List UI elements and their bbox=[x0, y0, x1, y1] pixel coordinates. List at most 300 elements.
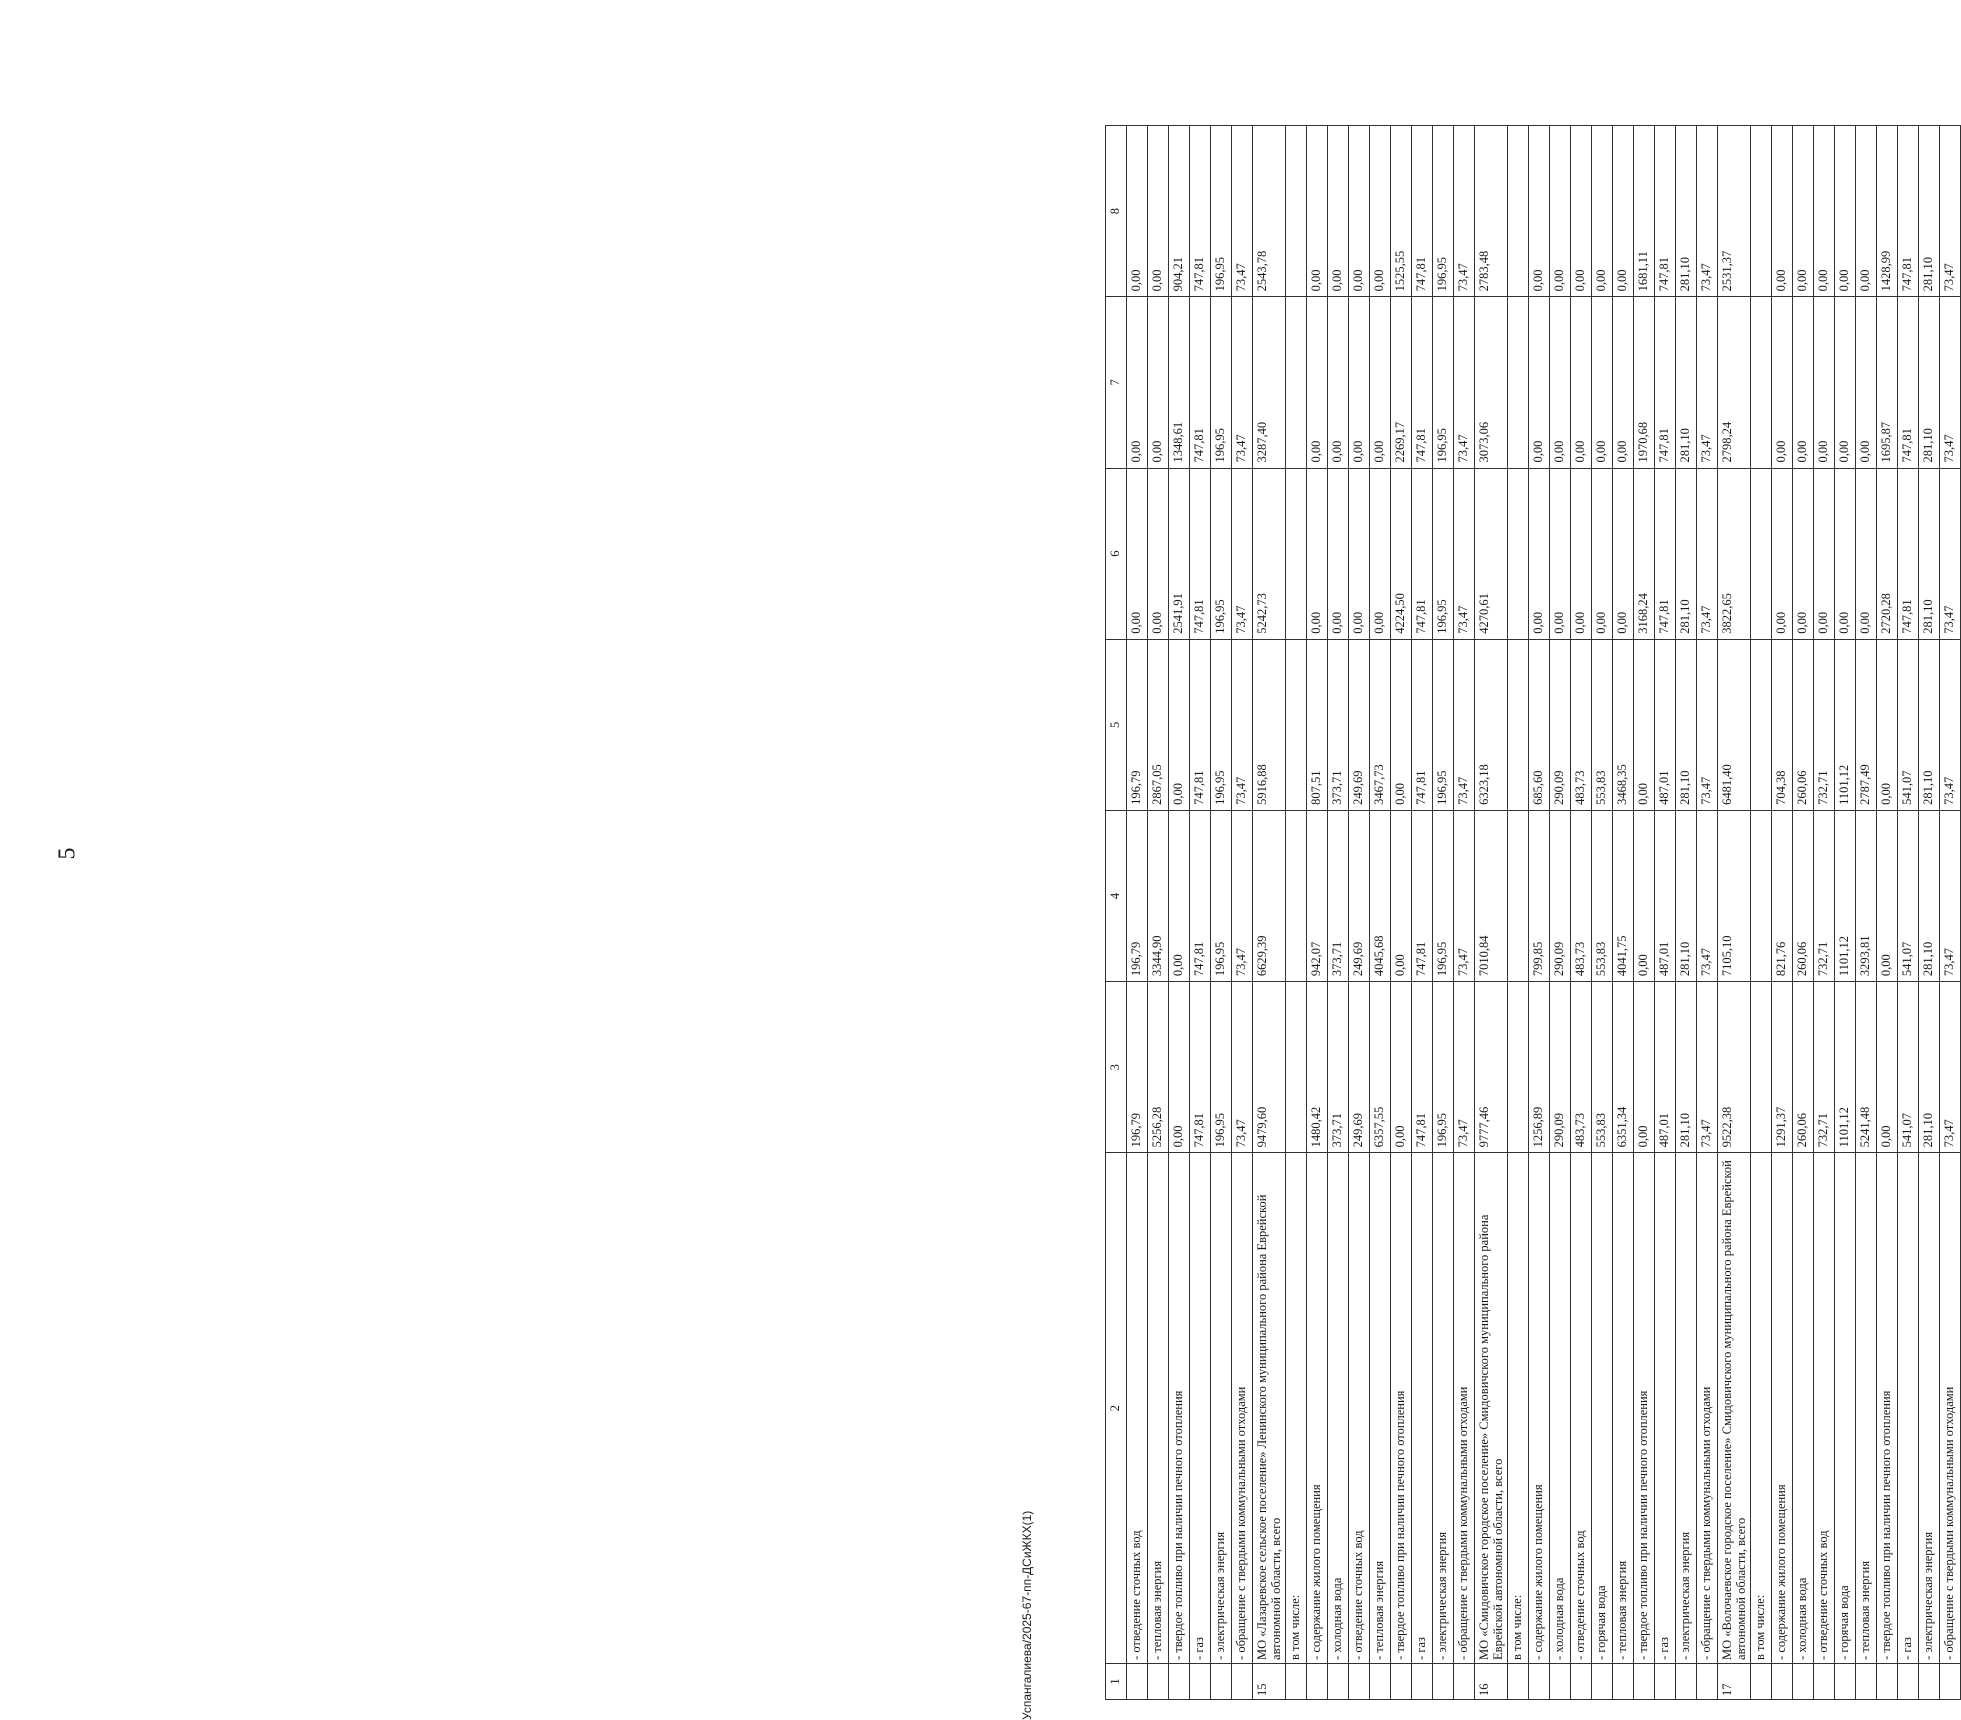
value-cell: 0,00 bbox=[1634, 982, 1655, 1153]
row-label: - тепловая энергия bbox=[1370, 1153, 1391, 1664]
value-cell: 0,00 bbox=[1772, 126, 1793, 297]
value-cell: 747,81 bbox=[1655, 297, 1676, 468]
value-cell: 0,00 bbox=[1529, 126, 1550, 297]
value-cell: 196,95 bbox=[1433, 810, 1454, 981]
row-number bbox=[1190, 1663, 1211, 1699]
row-number bbox=[1508, 1663, 1529, 1699]
value-cell: 373,71 bbox=[1328, 810, 1349, 981]
row-label: МО «Волочаевское городское поселение» Смидовичского муниципального района Еврейской автономной области, всего bbox=[1718, 1153, 1751, 1664]
value-cell: 0,00 bbox=[1877, 639, 1898, 810]
table-row bbox=[1211, 126, 1232, 1700]
value-cell: 483,73 bbox=[1571, 982, 1592, 1153]
value-cell: 7010,84 bbox=[1475, 810, 1508, 981]
value-cell: 249,69 bbox=[1349, 639, 1370, 810]
row-number bbox=[1454, 1663, 1475, 1699]
row-number bbox=[1592, 1663, 1613, 1699]
value-cell bbox=[1508, 982, 1529, 1153]
row-label: - твердое топливо при наличии печного отопления bbox=[1877, 1153, 1898, 1664]
value-cell: 807,51 bbox=[1307, 639, 1328, 810]
value-cell: 73,47 bbox=[1454, 126, 1475, 297]
value-cell: 0,00 bbox=[1592, 468, 1613, 639]
value-cell: 747,81 bbox=[1412, 810, 1433, 981]
value-cell: 249,69 bbox=[1349, 982, 1370, 1153]
value-cell: 0,00 bbox=[1148, 468, 1169, 639]
row-number bbox=[1349, 1663, 1370, 1699]
row-number bbox=[1433, 1663, 1454, 1699]
value-cell: 541,07 bbox=[1898, 810, 1919, 981]
value-cell: 260,06 bbox=[1793, 982, 1814, 1153]
value-cell: 1480,42 bbox=[1307, 982, 1328, 1153]
table-row bbox=[1307, 126, 1328, 1700]
value-cell: 2787,49 bbox=[1856, 639, 1877, 810]
value-cell: 2531,37 bbox=[1718, 126, 1751, 297]
table-row bbox=[1190, 126, 1211, 1700]
value-cell: 0,00 bbox=[1856, 468, 1877, 639]
value-cell: 5256,28 bbox=[1148, 982, 1169, 1153]
value-cell: 196,95 bbox=[1433, 639, 1454, 810]
row-number: 15 bbox=[1253, 1663, 1286, 1699]
row-label: - горячая вода bbox=[1592, 1153, 1613, 1664]
value-cell: 281,10 bbox=[1676, 639, 1697, 810]
value-cell: 0,00 bbox=[1370, 126, 1391, 297]
value-cell: 747,81 bbox=[1898, 297, 1919, 468]
row-label: - горячая вода bbox=[1835, 1153, 1856, 1664]
value-cell: 0,00 bbox=[1391, 639, 1412, 810]
row-label: - холодная вода bbox=[1550, 1153, 1571, 1664]
value-cell: 0,00 bbox=[1127, 468, 1148, 639]
value-cell: 0,00 bbox=[1529, 297, 1550, 468]
value-cell bbox=[1751, 468, 1772, 639]
value-cell: 5916,88 bbox=[1253, 639, 1286, 810]
value-cell: 0,00 bbox=[1856, 126, 1877, 297]
value-cell: 196,79 bbox=[1127, 982, 1148, 1153]
tariff-table bbox=[1105, 125, 1961, 1700]
value-cell: 483,73 bbox=[1571, 810, 1592, 981]
row-label: МО «Лазаревское сельское поселение» Ленинского муниципального района Еврейской автономной области, всего bbox=[1253, 1153, 1286, 1664]
value-cell: 73,47 bbox=[1232, 297, 1253, 468]
row-label: - газ bbox=[1190, 1153, 1211, 1664]
row-number bbox=[1634, 1663, 1655, 1699]
value-cell: 1256,89 bbox=[1529, 982, 1550, 1153]
value-cell: 73,47 bbox=[1454, 468, 1475, 639]
value-cell: 0,00 bbox=[1169, 982, 1190, 1153]
row-number bbox=[1328, 1663, 1349, 1699]
value-cell: 373,71 bbox=[1328, 982, 1349, 1153]
value-cell: 196,95 bbox=[1211, 982, 1232, 1153]
value-cell: 281,10 bbox=[1919, 126, 1940, 297]
value-cell: 0,00 bbox=[1835, 468, 1856, 639]
value-cell: 196,95 bbox=[1211, 639, 1232, 810]
value-cell: 0,00 bbox=[1571, 126, 1592, 297]
value-cell: 1101,12 bbox=[1835, 810, 1856, 981]
table-row bbox=[1919, 126, 1940, 1700]
value-cell: 3467,73 bbox=[1370, 639, 1391, 810]
header-cell: 8 bbox=[1106, 126, 1127, 297]
value-cell: 281,10 bbox=[1676, 468, 1697, 639]
value-cell: 3344,90 bbox=[1148, 810, 1169, 981]
row-label: - электрическая энергия bbox=[1433, 1153, 1454, 1664]
row-number bbox=[1856, 1663, 1877, 1699]
value-cell: 73,47 bbox=[1232, 126, 1253, 297]
row-number bbox=[1898, 1663, 1919, 1699]
header-cell: 7 bbox=[1106, 297, 1127, 468]
value-cell: 0,00 bbox=[1550, 297, 1571, 468]
row-number bbox=[1391, 1663, 1412, 1699]
value-cell: 685,60 bbox=[1529, 639, 1550, 810]
value-cell: 747,81 bbox=[1412, 639, 1433, 810]
row-label: МО «Смидовичское городское поселение» Смидовичского муниципального района Еврейской автономной области, всего bbox=[1475, 1153, 1508, 1664]
table-row bbox=[1856, 126, 1877, 1700]
header-cell: 6 bbox=[1106, 468, 1127, 639]
row-label: - тепловая энергия bbox=[1613, 1153, 1634, 1664]
value-cell: 281,10 bbox=[1919, 297, 1940, 468]
value-cell: 0,00 bbox=[1793, 468, 1814, 639]
value-cell: 747,81 bbox=[1412, 468, 1433, 639]
value-cell: 0,00 bbox=[1613, 468, 1634, 639]
value-cell: 73,47 bbox=[1697, 468, 1718, 639]
value-cell: 1428,99 bbox=[1877, 126, 1898, 297]
value-cell: 4045,68 bbox=[1370, 810, 1391, 981]
row-number: 17 bbox=[1718, 1663, 1751, 1699]
value-cell: 2543,78 bbox=[1253, 126, 1286, 297]
value-cell: 0,00 bbox=[1571, 297, 1592, 468]
table-row bbox=[1772, 126, 1793, 1700]
value-cell bbox=[1751, 982, 1772, 1153]
value-cell: 747,81 bbox=[1190, 982, 1211, 1153]
value-cell: 9777,46 bbox=[1475, 982, 1508, 1153]
value-cell: 290,09 bbox=[1550, 810, 1571, 981]
value-cell: 1291,37 bbox=[1772, 982, 1793, 1153]
value-cell: 73,47 bbox=[1697, 810, 1718, 981]
row-number bbox=[1613, 1663, 1634, 1699]
row-label: - содержание жилого помещения bbox=[1307, 1153, 1328, 1664]
value-cell: 2798,24 bbox=[1718, 297, 1751, 468]
table-row bbox=[1655, 126, 1676, 1700]
value-cell: 0,00 bbox=[1814, 126, 1835, 297]
page-number: 5 bbox=[54, 847, 81, 860]
row-number bbox=[1148, 1663, 1169, 1699]
value-cell: 0,00 bbox=[1793, 297, 1814, 468]
value-cell: 0,00 bbox=[1148, 297, 1169, 468]
value-cell: 260,06 bbox=[1793, 810, 1814, 981]
value-cell: 373,71 bbox=[1328, 639, 1349, 810]
header-row bbox=[1106, 126, 1127, 1700]
value-cell: 281,10 bbox=[1919, 982, 1940, 1153]
value-cell: 9479,60 bbox=[1253, 982, 1286, 1153]
value-cell: 732,71 bbox=[1814, 810, 1835, 981]
value-cell: 196,95 bbox=[1211, 810, 1232, 981]
value-cell bbox=[1508, 297, 1529, 468]
value-cell: 0,00 bbox=[1349, 297, 1370, 468]
row-label: - газ bbox=[1412, 1153, 1433, 1664]
table-row bbox=[1592, 126, 1613, 1700]
value-cell bbox=[1286, 468, 1307, 639]
value-cell: 9522,38 bbox=[1718, 982, 1751, 1153]
row-number bbox=[1529, 1663, 1550, 1699]
table-row bbox=[1751, 126, 1772, 1700]
row-number bbox=[1370, 1663, 1391, 1699]
value-cell: 747,81 bbox=[1190, 126, 1211, 297]
value-cell: 747,81 bbox=[1190, 297, 1211, 468]
row-label: - электрическая энергия bbox=[1676, 1153, 1697, 1664]
value-cell: 281,10 bbox=[1676, 810, 1697, 981]
row-number bbox=[1412, 1663, 1433, 1699]
value-cell bbox=[1286, 297, 1307, 468]
table-row bbox=[1697, 126, 1718, 1700]
table-row bbox=[1349, 126, 1370, 1700]
table-row bbox=[1370, 126, 1391, 1700]
value-cell: 0,00 bbox=[1550, 468, 1571, 639]
row-label: - твердое топливо при наличии печного отопления bbox=[1634, 1153, 1655, 1664]
value-cell: 747,81 bbox=[1898, 126, 1919, 297]
value-cell: 196,95 bbox=[1433, 982, 1454, 1153]
value-cell: 4041,75 bbox=[1613, 810, 1634, 981]
value-cell: 704,38 bbox=[1772, 639, 1793, 810]
row-number bbox=[1550, 1663, 1571, 1699]
row-label: - отведение сточных вод bbox=[1127, 1153, 1148, 1664]
table-row bbox=[1718, 126, 1751, 1700]
row-label: - обращение с твердыми коммунальными отходами bbox=[1940, 1153, 1961, 1664]
table-body bbox=[1127, 126, 1961, 1700]
value-cell: 73,47 bbox=[1232, 982, 1253, 1153]
value-cell: 3168,24 bbox=[1634, 468, 1655, 639]
row-label: в том числе: bbox=[1751, 1153, 1772, 1664]
row-number bbox=[1169, 1663, 1190, 1699]
value-cell: 73,47 bbox=[1454, 297, 1475, 468]
value-cell: 290,09 bbox=[1550, 639, 1571, 810]
value-cell: 0,00 bbox=[1835, 126, 1856, 297]
value-cell: 0,00 bbox=[1370, 468, 1391, 639]
row-number bbox=[1877, 1663, 1898, 1699]
value-cell: 1681,11 bbox=[1634, 126, 1655, 297]
value-cell: 6323,18 bbox=[1475, 639, 1508, 810]
value-cell: 821,76 bbox=[1772, 810, 1793, 981]
value-cell: 0,00 bbox=[1634, 639, 1655, 810]
row-number bbox=[1211, 1663, 1232, 1699]
value-cell: 483,73 bbox=[1571, 639, 1592, 810]
value-cell: 0,00 bbox=[1148, 126, 1169, 297]
value-cell: 747,81 bbox=[1190, 810, 1211, 981]
value-cell: 73,47 bbox=[1232, 468, 1253, 639]
row-label: - обращение с твердыми коммунальными отходами bbox=[1232, 1153, 1253, 1664]
value-cell: 290,09 bbox=[1550, 982, 1571, 1153]
row-number bbox=[1127, 1663, 1148, 1699]
value-cell: 0,00 bbox=[1814, 468, 1835, 639]
value-cell: 1348,61 bbox=[1169, 297, 1190, 468]
row-label: - содержание жилого помещения bbox=[1529, 1153, 1550, 1664]
row-label: - содержание жилого помещения bbox=[1772, 1153, 1793, 1664]
row-number bbox=[1676, 1663, 1697, 1699]
table-row bbox=[1148, 126, 1169, 1700]
table-row bbox=[1433, 126, 1454, 1700]
value-cell: 260,06 bbox=[1793, 639, 1814, 810]
value-cell: 942,07 bbox=[1307, 810, 1328, 981]
value-cell bbox=[1751, 810, 1772, 981]
value-cell: 2541,91 bbox=[1169, 468, 1190, 639]
value-cell: 0,00 bbox=[1592, 126, 1613, 297]
value-cell: 0,00 bbox=[1814, 297, 1835, 468]
header-cell: 4 bbox=[1106, 810, 1127, 981]
value-cell: 0,00 bbox=[1835, 297, 1856, 468]
value-cell: 541,07 bbox=[1898, 639, 1919, 810]
table-row bbox=[1169, 126, 1190, 1700]
value-cell: 4270,61 bbox=[1475, 468, 1508, 639]
value-cell: 3468,35 bbox=[1613, 639, 1634, 810]
value-cell: 1970,68 bbox=[1634, 297, 1655, 468]
value-cell: 196,95 bbox=[1211, 126, 1232, 297]
value-cell: 281,10 bbox=[1676, 126, 1697, 297]
value-cell: 1525,55 bbox=[1391, 126, 1412, 297]
value-cell: 3822,65 bbox=[1718, 468, 1751, 639]
value-cell: 747,81 bbox=[1898, 468, 1919, 639]
value-cell: 3287,40 bbox=[1253, 297, 1286, 468]
value-cell bbox=[1508, 468, 1529, 639]
row-label: - отведение сточных вод bbox=[1814, 1153, 1835, 1664]
row-label: - газ bbox=[1655, 1153, 1676, 1664]
value-cell: 747,81 bbox=[1412, 126, 1433, 297]
value-cell: 73,47 bbox=[1940, 982, 1961, 1153]
value-cell: 73,47 bbox=[1232, 810, 1253, 981]
value-cell: 73,47 bbox=[1697, 126, 1718, 297]
value-cell: 0,00 bbox=[1328, 297, 1349, 468]
value-cell bbox=[1286, 126, 1307, 297]
value-cell: 73,47 bbox=[1454, 639, 1475, 810]
document-footer: Успангалиева/2025-67-пп-ДСиЖКХ(1) bbox=[1020, 1510, 1034, 1720]
value-cell: 73,47 bbox=[1940, 468, 1961, 639]
value-cell bbox=[1751, 639, 1772, 810]
value-cell: 747,81 bbox=[1412, 982, 1433, 1153]
row-label: - отведение сточных вод bbox=[1571, 1153, 1592, 1664]
value-cell: 5241,48 bbox=[1856, 982, 1877, 1153]
table-row bbox=[1676, 126, 1697, 1700]
table-row bbox=[1508, 126, 1529, 1700]
table-row bbox=[1571, 126, 1592, 1700]
value-cell: 281,10 bbox=[1919, 468, 1940, 639]
value-cell: 73,47 bbox=[1454, 982, 1475, 1153]
value-cell: 487,01 bbox=[1655, 810, 1676, 981]
row-number bbox=[1751, 1663, 1772, 1699]
row-label: - электрическая энергия bbox=[1919, 1153, 1940, 1664]
value-cell: 73,47 bbox=[1697, 639, 1718, 810]
value-cell: 747,81 bbox=[1190, 639, 1211, 810]
value-cell: 73,47 bbox=[1697, 297, 1718, 468]
value-cell: 553,83 bbox=[1592, 639, 1613, 810]
value-cell: 73,47 bbox=[1940, 297, 1961, 468]
table-row bbox=[1877, 126, 1898, 1700]
value-cell: 3073,06 bbox=[1475, 297, 1508, 468]
value-cell: 0,00 bbox=[1349, 126, 1370, 297]
row-label: - твердое топливо при наличии печного отопления bbox=[1169, 1153, 1190, 1664]
table-row bbox=[1454, 126, 1475, 1700]
value-cell: 73,47 bbox=[1232, 639, 1253, 810]
row-number bbox=[1772, 1663, 1793, 1699]
value-cell: 6481,40 bbox=[1718, 639, 1751, 810]
table-row bbox=[1898, 126, 1919, 1700]
value-cell: 747,81 bbox=[1412, 297, 1433, 468]
value-cell: 73,47 bbox=[1697, 982, 1718, 1153]
value-cell: 904,21 bbox=[1169, 126, 1190, 297]
value-cell: 0,00 bbox=[1349, 468, 1370, 639]
value-cell: 0,00 bbox=[1856, 297, 1877, 468]
value-cell: 1101,12 bbox=[1835, 982, 1856, 1153]
row-label: - тепловая энергия bbox=[1856, 1153, 1877, 1664]
value-cell: 6357,55 bbox=[1370, 982, 1391, 1153]
table-row bbox=[1613, 126, 1634, 1700]
value-cell: 0,00 bbox=[1391, 982, 1412, 1153]
value-cell bbox=[1508, 126, 1529, 297]
row-label: - тепловая энергия bbox=[1148, 1153, 1169, 1664]
value-cell: 732,71 bbox=[1814, 982, 1835, 1153]
header-cell: 5 bbox=[1106, 639, 1127, 810]
value-cell: 196,95 bbox=[1433, 126, 1454, 297]
value-cell bbox=[1286, 982, 1307, 1153]
value-cell: 249,69 bbox=[1349, 810, 1370, 981]
value-cell: 0,00 bbox=[1391, 810, 1412, 981]
value-cell bbox=[1751, 297, 1772, 468]
value-cell: 0,00 bbox=[1307, 297, 1328, 468]
row-label: в том числе: bbox=[1286, 1153, 1307, 1664]
value-cell: 0,00 bbox=[1370, 297, 1391, 468]
row-label: - холодная вода bbox=[1793, 1153, 1814, 1664]
value-cell: 0,00 bbox=[1307, 468, 1328, 639]
row-number bbox=[1307, 1663, 1328, 1699]
value-cell: 196,95 bbox=[1211, 297, 1232, 468]
value-cell: 747,81 bbox=[1655, 468, 1676, 639]
value-cell: 799,85 bbox=[1529, 810, 1550, 981]
row-label: - электрическая энергия bbox=[1211, 1153, 1232, 1664]
value-cell bbox=[1286, 639, 1307, 810]
value-cell bbox=[1751, 126, 1772, 297]
table-row bbox=[1940, 126, 1961, 1700]
table-row bbox=[1529, 126, 1550, 1700]
value-cell: 6351,34 bbox=[1613, 982, 1634, 1153]
value-cell: 553,83 bbox=[1592, 982, 1613, 1153]
value-cell: 281,10 bbox=[1919, 639, 1940, 810]
table-row bbox=[1634, 126, 1655, 1700]
table-row bbox=[1793, 126, 1814, 1700]
row-number bbox=[1697, 1663, 1718, 1699]
value-cell: 73,47 bbox=[1940, 126, 1961, 297]
value-cell: 2720,28 bbox=[1877, 468, 1898, 639]
row-number bbox=[1835, 1663, 1856, 1699]
row-number bbox=[1919, 1663, 1940, 1699]
table-row bbox=[1127, 126, 1148, 1700]
value-cell: 0,00 bbox=[1613, 126, 1634, 297]
table-row bbox=[1475, 126, 1508, 1700]
row-number bbox=[1286, 1663, 1307, 1699]
value-cell: 0,00 bbox=[1328, 468, 1349, 639]
row-label: - твердое топливо при наличии печного отопления bbox=[1391, 1153, 1412, 1664]
row-label: - газ bbox=[1898, 1153, 1919, 1664]
value-cell: 3293,81 bbox=[1856, 810, 1877, 981]
table-row bbox=[1391, 126, 1412, 1700]
value-cell: 0,00 bbox=[1793, 126, 1814, 297]
value-cell: 2867,05 bbox=[1148, 639, 1169, 810]
value-cell: 0,00 bbox=[1169, 810, 1190, 981]
value-cell bbox=[1508, 639, 1529, 810]
row-number bbox=[1571, 1663, 1592, 1699]
header-cell: 1 bbox=[1106, 1663, 1127, 1699]
row-label: - холодная вода bbox=[1328, 1153, 1349, 1664]
value-cell: 0,00 bbox=[1571, 468, 1592, 639]
value-cell bbox=[1508, 810, 1529, 981]
value-cell: 553,83 bbox=[1592, 810, 1613, 981]
value-cell: 196,79 bbox=[1127, 639, 1148, 810]
value-cell: 0,00 bbox=[1127, 297, 1148, 468]
value-cell: 541,07 bbox=[1898, 982, 1919, 1153]
value-cell: 747,81 bbox=[1190, 468, 1211, 639]
row-number bbox=[1232, 1663, 1253, 1699]
